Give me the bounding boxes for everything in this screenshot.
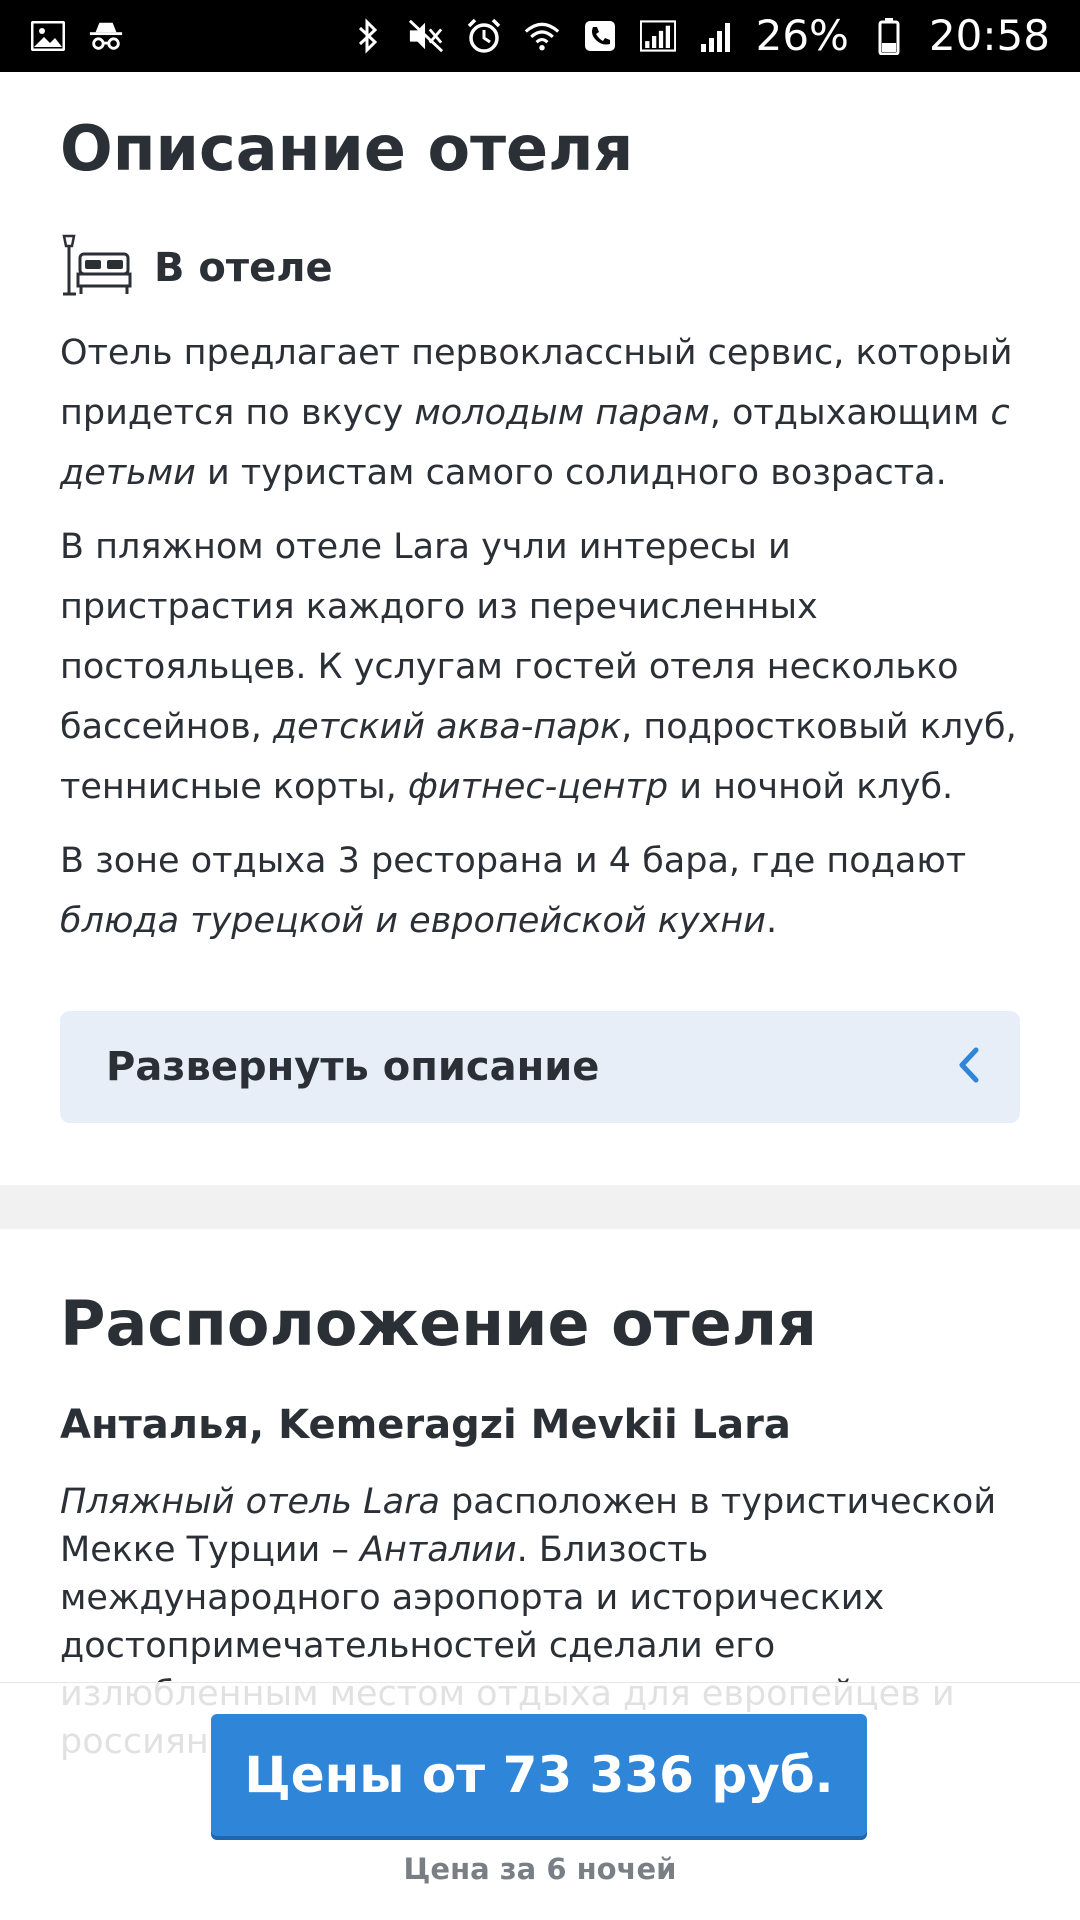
status-bar-right: [350, 11, 1050, 60]
signal-2-icon: [698, 18, 734, 54]
italic-text: фитнес-центр: [407, 767, 669, 808]
call-icon: [582, 18, 618, 54]
description-title: Описание отеля: [60, 112, 634, 185]
description-paragraph-2: В пляжном отеле Lara учли интересы и пристрастия каждого из перечисленных постояльцев. К услугам гостей отеля несколько бассейнов, детский аква-парк, подростковый клуб, теннисные корты, фитнес-центр и ночной клуб.: [60, 527, 1017, 808]
italic-text: с детьми: [60, 393, 1010, 494]
description-section: [0, 112, 1080, 1123]
italic-text: блюда турецкой и европейской кухни: [60, 901, 766, 942]
status-bar: [0, 0, 1080, 72]
gallery-icon: [30, 18, 66, 54]
clock: 20:58: [928, 11, 1050, 60]
incognito-icon: [88, 18, 124, 54]
location-paragraph: Пляжный отель Lara расположен в туристической Мекке Турции – Анталии. Близость международного аэропорта и исторических достопримечательностей сделали его: [60, 1481, 997, 1666]
expand-description-label: Развернуть описание: [106, 1044, 600, 1091]
italic-text: детский аква-парк: [272, 707, 622, 748]
bluetooth-icon: [350, 18, 386, 54]
price-note: Цена за 6 ночей: [403, 1852, 677, 1886]
status-bar-left: [30, 18, 124, 54]
italic-text: Пляжный отель Lara: [60, 1481, 440, 1522]
section-divider: [0, 1185, 1080, 1229]
italic-text: Анталии: [360, 1529, 517, 1570]
prices-button-label: Цены от 73 336 руб.: [244, 1746, 834, 1804]
location-address: Анталья, Kemeragzi Mevkii Lara: [60, 1401, 791, 1448]
alarm-icon: [466, 18, 502, 54]
signal-icon: [640, 18, 676, 54]
location-title: Расположение отеля: [60, 1287, 817, 1361]
italic-text: молодым парам: [414, 393, 710, 434]
wifi-icon: [524, 18, 560, 54]
description-paragraph-1: Отель предлагает первоклассный сервис, который придется по вкусу молодым парам, отдыхающим с детьми и туристам самого солидного возраста.: [60, 333, 1013, 494]
battery-icon: [871, 18, 907, 54]
expand-description-button[interactable]: [60, 1011, 1020, 1123]
mute-icon: [408, 18, 444, 54]
hotel-bed-icon: [60, 234, 132, 301]
in-hotel-heading-label: В отеле: [154, 244, 333, 291]
battery-percent: 26%: [755, 11, 849, 60]
in-hotel-heading: [60, 234, 1020, 301]
main-content: [0, 72, 1080, 1766]
chevron-left-icon: [956, 1046, 980, 1089]
prices-button[interactable]: [211, 1714, 867, 1836]
description-paragraph-3: В зоне отдыха 3 ресторана и 4 бара, где подают блюда турецкой и европейской кухни.: [60, 841, 967, 942]
